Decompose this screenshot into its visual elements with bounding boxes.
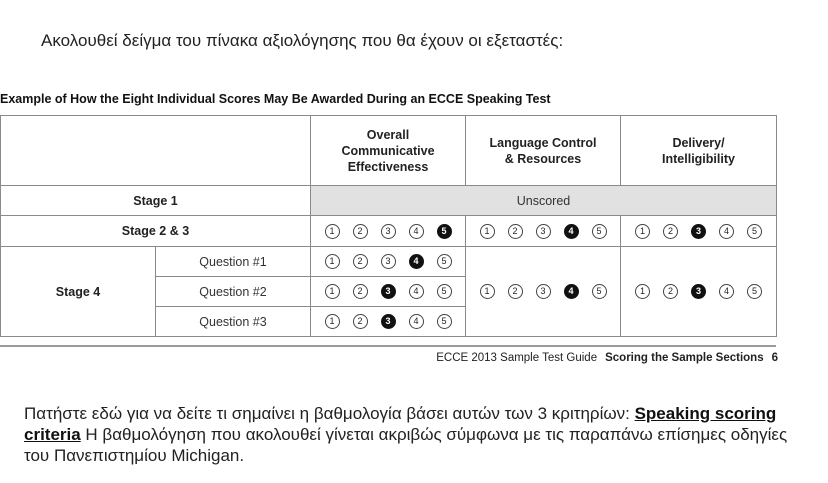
question-2-label: Question #2 bbox=[156, 277, 311, 307]
header-delivery: Delivery/ Intelligibility bbox=[621, 116, 777, 186]
score-circle-1: 1 bbox=[480, 224, 495, 239]
score-circle-4: 4 bbox=[409, 254, 424, 269]
score-circle-1: 1 bbox=[325, 254, 340, 269]
score-circle-1: 1 bbox=[635, 224, 650, 239]
score-circle-3: 3 bbox=[381, 224, 396, 239]
score-circle-3: 3 bbox=[381, 254, 396, 269]
stage-2-3-overall-score bbox=[311, 216, 466, 247]
score-circle-3: 3 bbox=[381, 314, 396, 329]
header-language: Language Control & Resources bbox=[466, 116, 621, 186]
stage-4-label: Stage 4 bbox=[1, 247, 156, 337]
score-circle-4: 4 bbox=[409, 224, 424, 239]
footer-page-number: 6 bbox=[771, 352, 778, 364]
score-circle-2: 2 bbox=[353, 254, 368, 269]
header-overall: Overall Communicative Effectiveness bbox=[311, 116, 466, 186]
score-circle-5: 5 bbox=[437, 224, 452, 239]
score-circle-1: 1 bbox=[325, 224, 340, 239]
footer-section: Scoring the Sample Sections bbox=[605, 352, 764, 364]
score-circle-2: 2 bbox=[508, 284, 523, 299]
stage-2-3-language-score bbox=[466, 216, 621, 247]
score-circle-5: 5 bbox=[437, 254, 452, 269]
score-circle-5: 5 bbox=[437, 314, 452, 329]
score-circle-3: 3 bbox=[536, 224, 551, 239]
question-1-label: Question #1 bbox=[156, 247, 311, 277]
score-circle-3: 3 bbox=[536, 284, 551, 299]
score-circle-2: 2 bbox=[663, 224, 678, 239]
intro-text: Ακολουθεί δείγμα του πίνακα αξιολόγησης που θα έχουν οι εξεταστές: bbox=[41, 31, 564, 50]
stage-1-unscored: Unscored bbox=[311, 186, 777, 216]
score-circle-1: 1 bbox=[325, 284, 340, 299]
score-circle-5: 5 bbox=[592, 284, 607, 299]
table-title: Example of How the Eight Individual Scores May Be Awarded During an ECCE Speaking Test bbox=[0, 92, 551, 106]
score-circle-4: 4 bbox=[409, 284, 424, 299]
score-circle-2: 2 bbox=[508, 224, 523, 239]
score-circle-3: 3 bbox=[691, 284, 706, 299]
score-circle-2: 2 bbox=[353, 284, 368, 299]
stage-2-3-label: Stage 2 & 3 bbox=[1, 216, 311, 247]
stage-4-delivery-score bbox=[621, 247, 777, 337]
stage-1-label: Stage 1 bbox=[1, 186, 311, 216]
score-circle-2: 2 bbox=[353, 224, 368, 239]
footer-divider bbox=[0, 345, 776, 347]
score-circle-4: 4 bbox=[719, 284, 734, 299]
score-circle-2: 2 bbox=[663, 284, 678, 299]
score-circle-2: 2 bbox=[353, 314, 368, 329]
score-circle-5: 5 bbox=[747, 224, 762, 239]
question-1-overall-score bbox=[311, 247, 466, 277]
speaking-scoring-criteria-link[interactable]: Speaking scoring criteria bbox=[24, 404, 777, 444]
score-circle-1: 1 bbox=[635, 284, 650, 299]
stage-2-3-delivery-score bbox=[621, 216, 777, 247]
question-3-overall-score bbox=[311, 307, 466, 337]
stage-4-language-score bbox=[466, 247, 621, 337]
score-circle-4: 4 bbox=[564, 284, 579, 299]
score-circle-5: 5 bbox=[437, 284, 452, 299]
outro-paragraph bbox=[24, 403, 814, 466]
outro-after-link: Η βαθμολόγηση που ακολουθεί γίνεται ακριβώς σύμφωνα με τις παραπάνω επίσημες οδηγίες του Πανεπιστημίου Michigan. bbox=[24, 425, 788, 465]
score-circle-1: 1 bbox=[325, 314, 340, 329]
score-circle-1: 1 bbox=[480, 284, 495, 299]
score-circle-4: 4 bbox=[564, 224, 579, 239]
question-3-label: Question #3 bbox=[156, 307, 311, 337]
score-circle-3: 3 bbox=[691, 224, 706, 239]
score-circle-5: 5 bbox=[747, 284, 762, 299]
outro-before-link: Πατήστε εδώ για να δείτε τι σημαίνει η βαθμολογία βάσει αυτών των 3 κριτηρίων: bbox=[24, 404, 635, 423]
scoring-table bbox=[0, 115, 777, 337]
question-2-overall-score bbox=[311, 277, 466, 307]
header-empty-cell bbox=[1, 116, 311, 186]
page-footer bbox=[436, 352, 778, 364]
footer-guide: ECCE 2013 Sample Test Guide bbox=[436, 352, 598, 364]
score-circle-5: 5 bbox=[592, 224, 607, 239]
score-circle-4: 4 bbox=[409, 314, 424, 329]
score-circle-4: 4 bbox=[719, 224, 734, 239]
score-circle-3: 3 bbox=[381, 284, 396, 299]
